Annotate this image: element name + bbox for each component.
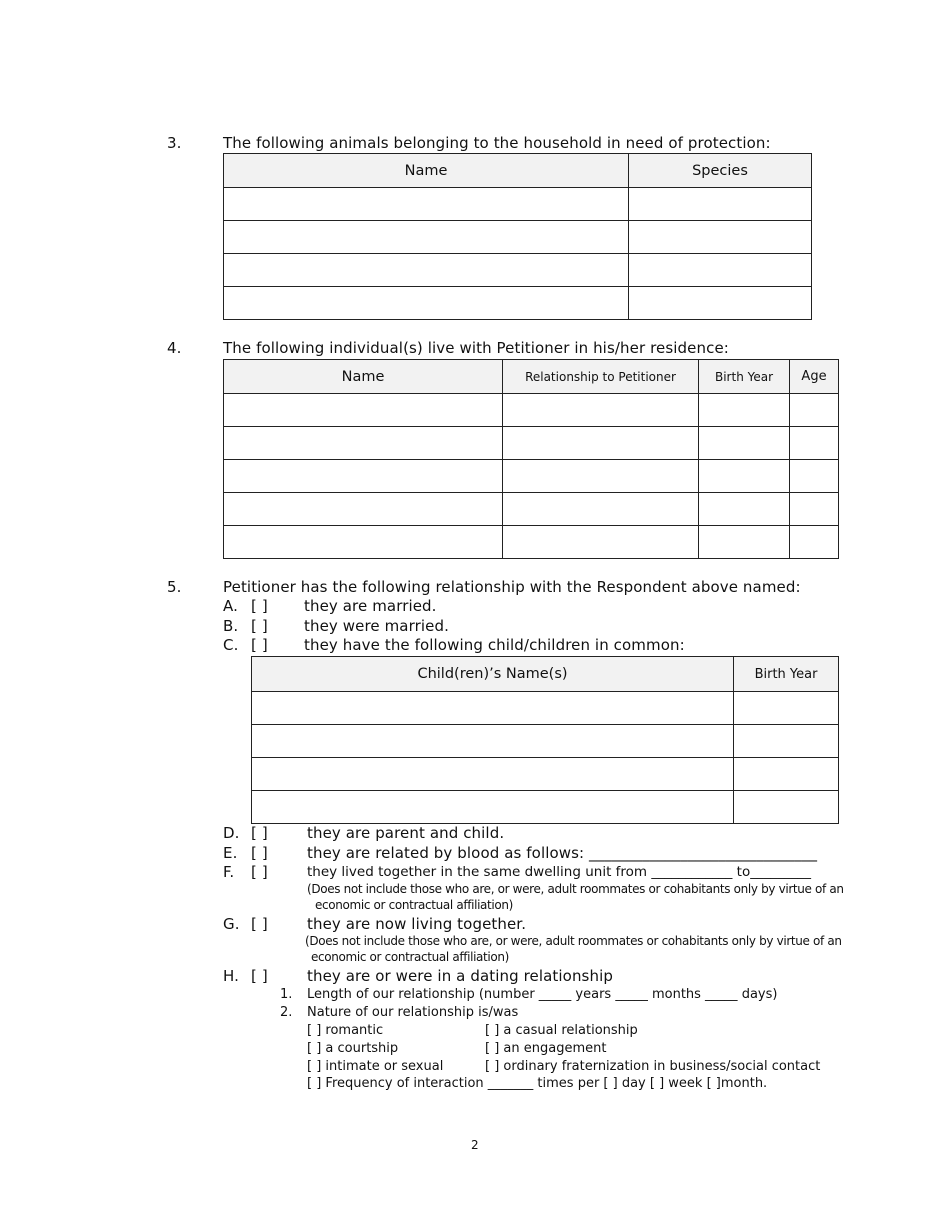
animal-species-cell[interactable] xyxy=(629,287,812,320)
residents-col-age: Age xyxy=(790,360,839,394)
resident-relationship-cell[interactable] xyxy=(503,460,699,493)
option-c-text: they have the following child/children in common: xyxy=(304,636,685,654)
resident-birth-year-cell[interactable] xyxy=(699,460,790,493)
section-5-heading: Petitioner has the following relationship with the Respondent above named: xyxy=(223,578,801,596)
option-e-checkbox[interactable]: [ ] xyxy=(251,844,268,862)
resident-name-cell[interactable] xyxy=(224,460,503,493)
option-g-letter: G. xyxy=(223,915,240,933)
option-b-letter: B. xyxy=(223,617,239,635)
table-row xyxy=(224,394,839,427)
child-name-cell[interactable] xyxy=(252,692,734,725)
option-f-note-line2: economic or contractual affiliation) xyxy=(315,898,513,912)
child-birth-year-cell[interactable] xyxy=(734,725,839,758)
animals-col-name: Name xyxy=(224,154,629,188)
resident-birth-year-cell[interactable] xyxy=(699,493,790,526)
animal-name-cell[interactable] xyxy=(224,287,629,320)
children-table xyxy=(251,656,839,824)
option-f-note-line1: (Does not include those who are, or were, adult roommates or cohabitants only by virtue of an xyxy=(307,882,844,896)
resident-name-cell[interactable] xyxy=(224,394,503,427)
animal-species-cell[interactable] xyxy=(629,254,812,287)
child-name-cell[interactable] xyxy=(252,758,734,791)
table-row xyxy=(224,254,812,287)
option-f-letter: F. xyxy=(223,863,235,881)
option-h-letter: H. xyxy=(223,967,239,985)
dating-item-1-number: 1. xyxy=(280,987,293,1002)
animals-col-species: Species xyxy=(629,154,812,188)
table-row xyxy=(224,188,812,221)
table-row xyxy=(252,791,839,824)
resident-age-cell[interactable] xyxy=(790,493,839,526)
residents-col-relationship: Relationship to Petitioner xyxy=(503,360,699,394)
page-number: 2 xyxy=(471,1138,479,1152)
table-row xyxy=(224,287,812,320)
resident-relationship-cell[interactable] xyxy=(503,493,699,526)
resident-birth-year-cell[interactable] xyxy=(699,526,790,559)
nature-courtship[interactable]: [ ] a courtship xyxy=(307,1041,399,1056)
resident-birth-year-cell[interactable] xyxy=(699,394,790,427)
resident-name-cell[interactable] xyxy=(224,526,503,559)
table-row xyxy=(252,725,839,758)
resident-relationship-cell[interactable] xyxy=(503,394,699,427)
section-4-number: 4. xyxy=(167,339,182,357)
option-g-checkbox[interactable]: [ ] xyxy=(251,915,268,933)
section-5-number: 5. xyxy=(167,578,182,596)
resident-age-cell[interactable] xyxy=(790,526,839,559)
resident-age-cell[interactable] xyxy=(790,394,839,427)
child-name-cell[interactable] xyxy=(252,725,734,758)
resident-name-cell[interactable] xyxy=(224,493,503,526)
option-d-text: they are parent and child. xyxy=(307,824,505,842)
child-birth-year-cell[interactable] xyxy=(734,692,839,725)
option-g-note-line2: economic or contractual affiliation) xyxy=(311,950,509,964)
table-row xyxy=(224,221,812,254)
nature-fraternization[interactable]: [ ] ordinary fraternization in business/social contact xyxy=(485,1059,821,1074)
animal-name-cell[interactable] xyxy=(224,221,629,254)
animal-species-cell[interactable] xyxy=(629,188,812,221)
option-e-text: they are related by blood as follows: ______________________________ xyxy=(307,844,818,862)
option-c-checkbox[interactable]: [ ] xyxy=(251,636,268,654)
resident-name-cell[interactable] xyxy=(224,427,503,460)
nature-casual[interactable]: [ ] a casual relationship xyxy=(485,1023,638,1038)
nature-engagement[interactable]: [ ] an engagement xyxy=(485,1041,607,1056)
children-col-name: Child(ren)’s Name(s) xyxy=(252,657,734,692)
animals-table xyxy=(223,153,812,320)
animal-species-cell[interactable] xyxy=(629,221,812,254)
option-a-text: they are married. xyxy=(304,597,437,615)
child-name-cell[interactable] xyxy=(252,791,734,824)
option-f-checkbox[interactable]: [ ] xyxy=(251,863,268,881)
dating-nature-label: Nature of our relationship is/was xyxy=(307,1005,519,1020)
option-h-checkbox[interactable]: [ ] xyxy=(251,967,268,985)
resident-relationship-cell[interactable] xyxy=(503,526,699,559)
resident-relationship-cell[interactable] xyxy=(503,427,699,460)
option-a-letter: A. xyxy=(223,597,238,615)
table-row xyxy=(252,758,839,791)
interaction-frequency[interactable]: [ ] Frequency of interaction _______ times per [ ] day [ ] week [ ]month. xyxy=(307,1076,768,1091)
table-row xyxy=(224,526,839,559)
table-row xyxy=(224,427,839,460)
nature-intimate[interactable]: [ ] intimate or sexual xyxy=(307,1059,444,1074)
option-d-checkbox[interactable]: [ ] xyxy=(251,824,268,842)
resident-age-cell[interactable] xyxy=(790,460,839,493)
option-c-letter: C. xyxy=(223,636,239,654)
option-f-text: they lived together in the same dwelling unit from ____________ to_________ xyxy=(307,864,811,880)
section-3-number: 3. xyxy=(167,134,182,152)
option-b-text: they were married. xyxy=(304,617,449,635)
option-d-letter: D. xyxy=(223,824,240,842)
section-4-heading: The following individual(s) live with Petitioner in his/her residence: xyxy=(223,339,729,357)
animal-name-cell[interactable] xyxy=(224,254,629,287)
option-a-checkbox[interactable]: [ ] xyxy=(251,597,268,615)
dating-length: Length of our relationship (number _____ years _____ months _____ days) xyxy=(307,987,778,1002)
option-b-checkbox[interactable]: [ ] xyxy=(251,617,268,635)
resident-age-cell[interactable] xyxy=(790,427,839,460)
table-row xyxy=(224,460,839,493)
child-birth-year-cell[interactable] xyxy=(734,791,839,824)
residents-col-name: Name xyxy=(224,360,503,394)
animal-name-cell[interactable] xyxy=(224,188,629,221)
resident-birth-year-cell[interactable] xyxy=(699,427,790,460)
table-row xyxy=(252,692,839,725)
dating-item-2-number: 2. xyxy=(280,1005,293,1020)
residents-table xyxy=(223,359,839,559)
children-col-birth-year: Birth Year xyxy=(734,657,839,692)
option-h-text: they are or were in a dating relationship xyxy=(307,967,613,985)
residents-col-birth-year: Birth Year xyxy=(699,360,790,394)
section-3-heading: The following animals belonging to the household in need of protection: xyxy=(223,134,771,152)
option-g-text: they are now living together. xyxy=(307,915,527,933)
nature-romantic[interactable]: [ ] romantic xyxy=(307,1023,384,1038)
option-e-letter: E. xyxy=(223,844,238,862)
table-row xyxy=(224,493,839,526)
child-birth-year-cell[interactable] xyxy=(734,758,839,791)
option-g-note-line1: (Does not include those who are, or were, adult roommates or cohabitants only by virtue of an xyxy=(305,934,842,948)
